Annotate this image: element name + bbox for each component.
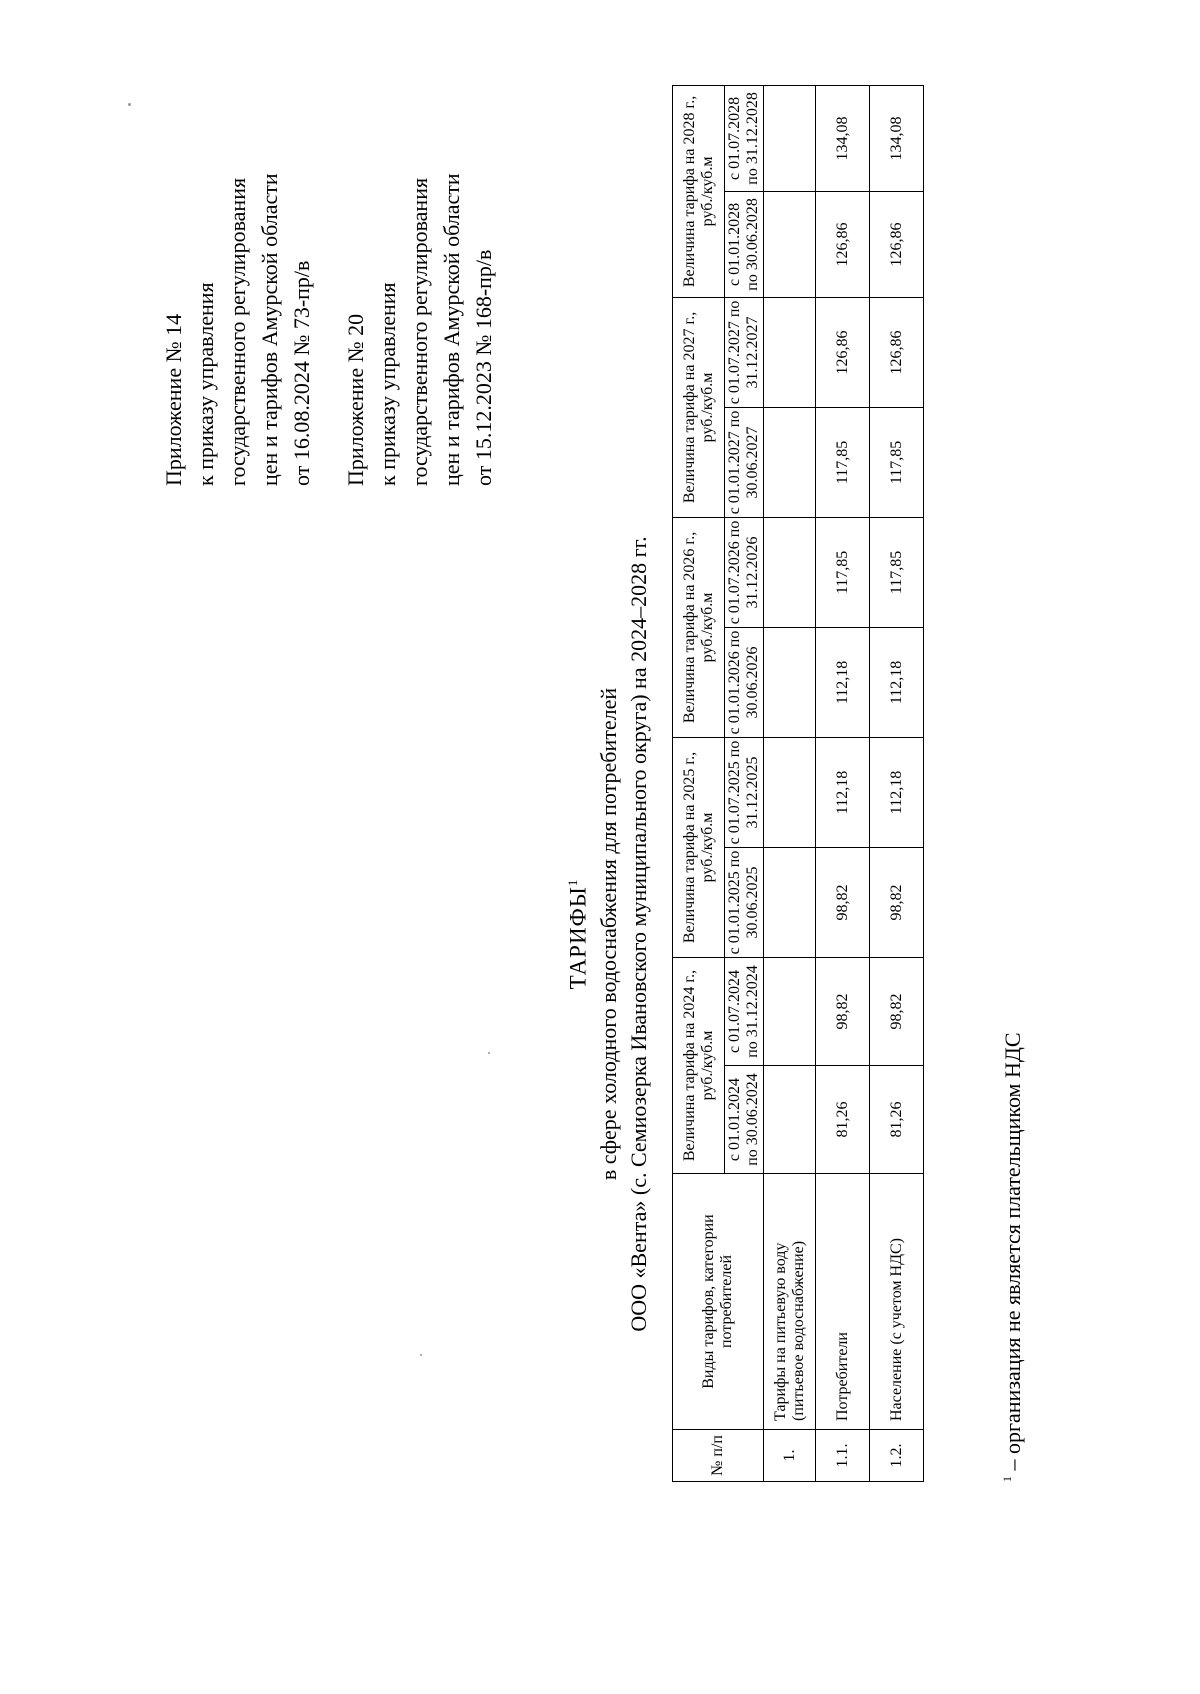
tariff-table (672, 85, 924, 1482)
tariff-value: 117,85 (870, 407, 924, 517)
tariff-value: 126,86 (870, 191, 924, 297)
scan-speck (488, 1052, 490, 1054)
tariff-value: 112,18 (816, 737, 870, 847)
appendix-note-2 (340, 46, 500, 486)
tariff-value: 117,85 (816, 517, 870, 627)
footnote-mark: 1 (1000, 1476, 1014, 1482)
header-tariff-type: Виды тарифов, категории потребителей (673, 1174, 764, 1430)
row-name: Тарифы на питьевую воду (питьевое водоснабжение) (764, 1174, 816, 1430)
tariff-value (764, 1066, 816, 1174)
tariff-value (764, 957, 816, 1065)
tariff-value (764, 297, 816, 407)
tariff-value: 98,82 (816, 847, 870, 957)
header-year-2026: Величина тарифа на 2026 г., руб./куб.м (673, 517, 725, 737)
table-row (816, 85, 870, 1481)
document-title (558, 374, 654, 1494)
title-main-text: ТАРИФЫ (565, 886, 591, 990)
appendix-line: от 16.08.2024 № 73-пр/в (289, 260, 314, 486)
appendix-line: к приказу управления (193, 282, 218, 486)
tariff-value (764, 517, 816, 627)
appendix-note-1 (158, 46, 318, 486)
tariff-value: 126,86 (870, 297, 924, 407)
tariff-value (764, 191, 816, 297)
title-organization: ООО «Вента» (с. Семиозерка Ивановского муниципального округа) на 2024–2028 гг. (625, 536, 651, 1332)
header-period: с 01.01.2024 по 30.06.2024 (725, 1066, 764, 1174)
tariff-value: 134,08 (870, 85, 924, 191)
table-row (764, 85, 816, 1481)
header-number: № п/п (673, 1430, 764, 1482)
appendix-line: к приказу управления (375, 282, 400, 486)
appendix-line: от 15.12.2023 № 168-пр/в (471, 249, 496, 486)
header-period: с 01.01.2027 по 30.06.2027 (725, 407, 764, 517)
footnote (1000, 1032, 1026, 1482)
footnote-mark: 1 (565, 878, 580, 887)
header-year-2027: Величина тарифа на 2027 г., руб./куб.м (673, 297, 725, 517)
header-period: с 01.07.2026 по 31.12.2026 (725, 517, 764, 627)
appendix-line: Приложение № 14 (161, 313, 186, 486)
tariff-value: 81,26 (870, 1066, 924, 1174)
tariff-value: 117,85 (816, 407, 870, 517)
header-period: с 01.01.2025 по 30.06.2025 (725, 847, 764, 957)
table-header-row (673, 85, 725, 1481)
header-year-2028: Величина тарифа на 2028 г., руб./куб.м (673, 85, 725, 297)
tariff-value: 112,18 (816, 627, 870, 737)
appendix-line: Приложение № 20 (343, 313, 368, 486)
row-name: Население (с учетом НДС) (870, 1174, 924, 1430)
tariff-value: 112,18 (870, 737, 924, 847)
tariff-value: 98,82 (816, 957, 870, 1065)
row-number: 1. (764, 1430, 816, 1482)
title-subtitle: в сфере холодного водоснабжения для потребителей (595, 687, 621, 1181)
tariff-value: 117,85 (870, 517, 924, 627)
header-period: с 01.07.2025 по 31.12.2025 (725, 737, 764, 847)
header-year-2025: Величина тарифа на 2025 г., руб./куб.м (673, 737, 725, 957)
row-number: 1.2. (870, 1430, 924, 1482)
header-period: с 01.07.2024 по 31.12.2024 (725, 957, 764, 1065)
scan-speck (420, 1354, 422, 1356)
row-number: 1.1. (816, 1430, 870, 1482)
tariff-value: 126,86 (816, 297, 870, 407)
footnote-text: – организация не является плательщиком НДС (1000, 1032, 1025, 1471)
header-period: с 01.01.2028 по 30.06.2028 (725, 191, 764, 297)
tariff-value (764, 407, 816, 517)
tariff-value (764, 85, 816, 191)
tariff-value (764, 847, 816, 957)
header-period: с 01.07.2028 по 31.12.2028 (725, 85, 764, 191)
tariff-value: 126,86 (816, 191, 870, 297)
tariff-value: 81,26 (816, 1066, 870, 1174)
scan-speck (128, 103, 131, 106)
appendix-line: цен и тарифов Амурской области (439, 173, 464, 486)
tariff-value (764, 627, 816, 737)
tariff-value: 98,82 (870, 847, 924, 957)
header-period: с 01.07.2027 по 31.12.2027 (725, 297, 764, 407)
tariff-value: 134,08 (816, 85, 870, 191)
tariff-value: 98,82 (870, 957, 924, 1065)
header-year-2024: Величина тарифа на 2024 г., руб./куб.м (673, 957, 725, 1173)
tariff-value: 112,18 (870, 627, 924, 737)
header-period: с 01.01.2026 по 30.06.2026 (725, 627, 764, 737)
row-name: Потребители (816, 1174, 870, 1430)
appendix-line: государственного регулирования (225, 177, 250, 486)
appendix-line: цен и тарифов Амурской области (257, 173, 282, 486)
title-main (558, 374, 594, 1494)
tariff-value (764, 737, 816, 847)
appendix-line: государственного регулирования (407, 177, 432, 486)
table-row (870, 85, 924, 1481)
